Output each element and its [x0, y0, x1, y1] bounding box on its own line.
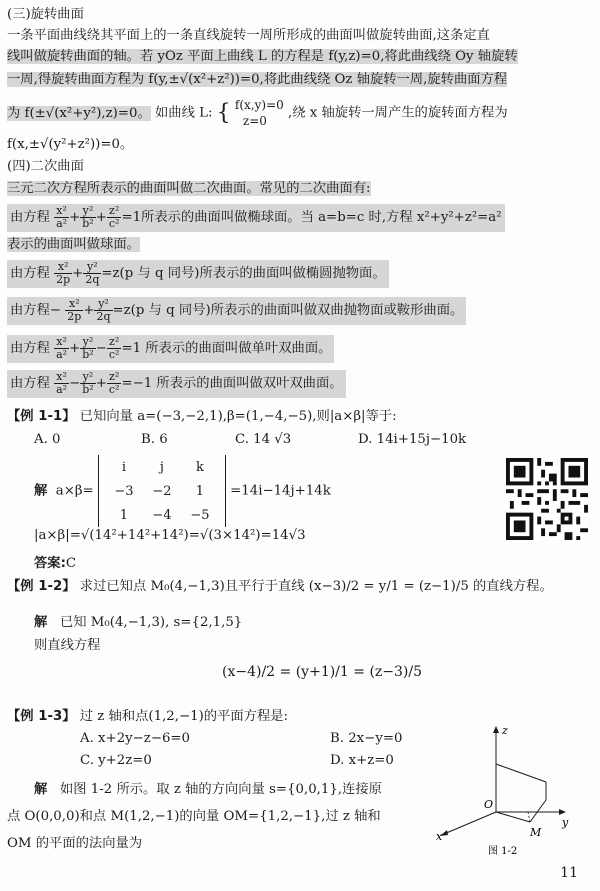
hyperbolic-paraboloid-prefix: 由方程− [10, 303, 62, 318]
plane-top-edge [496, 764, 546, 782]
ex2-solution [34, 611, 242, 630]
two-sheet-hl: 由方程 $\frac{\text{x²}}{\text{a²}}$ − $\frac{\text{y²}}{\text{b²}}$ + $\frac{\text{z²}}{\text{c²}}$ =−1 所表示的曲面叫做双叶双曲面。 [7, 370, 346, 398]
det-cell: 1 [195, 483, 205, 499]
frac-z2c2-c: $\frac{\text{z²}}{\text{c²}}$ [108, 370, 120, 396]
frac-x2a2-b: $\frac{\text{x²}}{\text{a²}}$ [56, 335, 68, 361]
ex2-then: 则直线方程 [34, 638, 101, 653]
ex3-solution-text: 如图 1-2 所示。取 z 轴的方向向量 s={0,0,1},连接原 [59, 782, 382, 797]
frac-y2b2: $\frac{\text{y²}}{\text{b²}}$ [82, 204, 94, 230]
figure-x-label: x [436, 830, 443, 843]
ex3-line3: OM 的平面的法向量为 [7, 836, 143, 851]
frac-x2-2p-b: $\frac{\text{x²}}{2p}$ [67, 297, 82, 323]
ex1-option-d: D. 14i+15j−10k [358, 432, 467, 447]
ex2-solution-label: 解 [34, 615, 48, 630]
det-cell: −4 [152, 507, 172, 523]
one-sheet-hl: 由方程 $\frac{\text{x²}}{\text{a²}}$ + $\frac{\text{y²}}{\text{b²}}$ − $\frac{\text{z²}}{\text{c²}}$ =1 所表示的曲面叫做单叶双曲面。 [7, 335, 334, 363]
z-axis-arrow-icon [493, 726, 499, 733]
two-sheet-prefix: 由方程 [10, 376, 50, 391]
frac-x2-2p: $\frac{\text{x²}}{2p}$ [56, 260, 71, 286]
ex2-solution-text: 已知 M₀(4,−1,3), s={2,1,5} [59, 615, 243, 630]
ellipsoid-prefix: 由方程 [10, 210, 50, 225]
frac-z2c2: $\frac{\text{z²}}{\text{c²}}$ [108, 204, 120, 230]
x-axis [444, 812, 496, 834]
ex3-solution [34, 778, 382, 797]
page-number: 11 [560, 865, 578, 881]
det-cell: −5 [190, 507, 210, 523]
det-cell: i [121, 459, 126, 475]
ellipsoid-line [7, 204, 593, 232]
ex1-answer-label: 答案: [34, 556, 66, 571]
example-1-1 [7, 408, 593, 425]
ex1-solution-left: a×β= [55, 483, 94, 499]
ex1-solution-label: 解 [34, 483, 48, 499]
ex3-option-b: B. 2x−y=0 [330, 731, 403, 746]
section3-line2 [7, 48, 593, 65]
one-sheet-text: =1 所表示的曲面叫做单叶双曲面。 [121, 341, 332, 356]
frac-x2a2: $\frac{\text{x²}}{\text{a²}}$ [56, 204, 68, 230]
qr-code-icon [506, 458, 588, 540]
ex1-option-a: A. 0 [34, 432, 61, 447]
determinant-matrix [98, 455, 226, 527]
section3-line4a: 为 f(±√(x²+y²),z)=0。 [7, 105, 151, 121]
det-cell: k [195, 459, 204, 475]
ex1-solution-right: =14i−14j+14k [230, 483, 331, 499]
hyperbolic-paraboloid-line [7, 297, 593, 325]
curve-system-eq2: z=0 [242, 114, 267, 128]
section4-intro [7, 180, 593, 197]
section3-line3-text: 一周,得旋转曲面方程为 f(y,±√(x²+z²))=0,将此曲线绕 Oz 轴旋转一周,旋转曲面方程 [7, 72, 508, 87]
example-1-3-label: 【例 1-3】 [7, 709, 76, 724]
frac-z2c2-b: $\frac{\text{z²}}{\text{c²}}$ [108, 335, 120, 361]
section3-line5: f(x,±√(y²+z²))=0。 [7, 137, 134, 152]
two-sheet-line [7, 370, 593, 398]
figure-caption: 图 1-2 [488, 846, 518, 857]
sphere-line [7, 236, 593, 253]
elliptic-paraboloid-text: =z(p 与 q 同号)所表示的曲面叫做椭圆抛物面。 [101, 266, 386, 281]
ex1-option-b: B. 6 [141, 432, 168, 447]
figure-z-label: z [502, 724, 508, 737]
section3-line4 [7, 97, 593, 129]
frac-x2a2-c: $\frac{\text{x²}}{\text{a²}}$ [56, 370, 68, 396]
sphere-text: 表示的曲面叫做球面。 [7, 237, 140, 252]
section3-line4c: ,绕 x 轴旋转一周产生的旋转面方程为 [288, 105, 508, 121]
frac-y2b2-c: $\frac{\text{y²}}{\text{b²}}$ [82, 370, 94, 396]
vector-om [496, 812, 530, 822]
ex2-line-equation: (x−4)/2 = (y+1)/1 = (z−3)/5 [222, 664, 422, 680]
example-1-1-text: 已知向量 a=(−3,−2,1),β=(1,−4,−5),则|a×β|等于: [79, 409, 397, 424]
hyperbolic-paraboloid-text: =z(p 与 q 同号)所表示的曲面叫做双曲抛物面或鞍形曲面。 [112, 303, 464, 318]
section3-line1: 一条平面曲线绕其平面上的一条直线旋转一周所形成的曲面叫做旋转曲面,这条定直 [7, 28, 490, 43]
ex1-norm: |a×β|=√(14²+14²+14²)=√(3×14²)=14√3 [34, 528, 306, 543]
section3-line2-text: 线叫做旋转曲面的轴。若 yOz 平面上曲线 L 的方程是 f(y,z)=0,将此曲线绕 Oy 轴旋转 [7, 49, 518, 64]
ex1-answer [34, 552, 76, 571]
section4-title: (四)二次曲面 [7, 159, 84, 174]
ellipsoid-hl: 由方程 $\frac{\text{x²}}{\text{a²}}$ + $\frac{\text{y²}}{\text{b²}}$ + $\frac{\text{z²}}{\text{c²}}$ =1所表示的曲面叫做椭球面。当 a=b=c 时,方程 x²+y²+z²=a² [7, 204, 505, 232]
ex3-option-d: D. x+z=0 [330, 753, 394, 768]
ex1-option-c: C. 14 √3 [235, 432, 292, 447]
projection-line [528, 812, 530, 822]
plane-bottom-edge [530, 800, 546, 822]
frac-y2-2q-b: $\frac{\text{y²}}{2q}$ [96, 297, 111, 323]
cross-product-determinant [34, 455, 331, 527]
example-1-2-label: 【例 1-2】 [7, 579, 76, 594]
one-sheet-prefix: 由方程 [10, 341, 50, 356]
ex3-option-a: A. x+2y−z−6=0 [80, 731, 191, 746]
ex3-solution-label: 解 [34, 782, 48, 797]
elliptic-paraboloid-hl: 由方程 $\frac{\text{x²}}{2p}$ + $\frac{\text{y²}}{2q}$ =z(p 与 q 同号)所表示的曲面叫做椭圆抛物面。 [7, 260, 389, 288]
section3-line3 [7, 71, 593, 88]
two-sheet-text: =−1 所表示的曲面叫做双叶双曲面。 [121, 376, 343, 391]
det-cell: −2 [152, 483, 172, 499]
frac-y2b2-b: $\frac{\text{y²}}{\text{b²}}$ [82, 335, 94, 361]
section3-line4b: 如曲线 L: [155, 105, 213, 121]
det-cell: −3 [114, 483, 134, 499]
frac-y2-2q: $\frac{\text{y²}}{2q}$ [85, 260, 100, 286]
one-sheet-line [7, 335, 593, 363]
figure-y-label: y [562, 816, 569, 829]
ex3-option-c: C. y+2z=0 [80, 753, 152, 768]
example-1-1-label: 【例 1-1】 [7, 409, 76, 424]
det-cell: j [159, 459, 164, 475]
y-axis-arrow-icon [559, 809, 566, 815]
section3-title: (三)旋转曲面 [7, 7, 84, 22]
curve-system-eq1: f(x,y)=0 [234, 98, 284, 112]
section4-intro-text: 三元二次方程所表示的曲面叫做二次曲面。常见的二次曲面有: [7, 181, 371, 196]
example-1-2 [7, 578, 593, 595]
hyperbolic-paraboloid-hl: 由方程− $\frac{\text{x²}}{2p}$ + $\frac{\text{y²}}{2q}$ =z(p 与 q 同号)所表示的曲面叫做双曲抛物面或鞍形曲面。 [7, 297, 466, 325]
det-cell: 1 [119, 507, 129, 523]
elliptic-paraboloid-line [7, 260, 593, 288]
example-1-3-text: 过 z 轴和点(1,2,−1)的平面方程是: [79, 709, 289, 724]
ellipsoid-text: 所表示的曲面叫做椭球面。当 a=b=c 时,方程 x²+y²+z²=a² [141, 210, 502, 225]
figure-1-2 [428, 718, 588, 858]
example-1-2-text: 求过已知点 M₀(4,−1,3)且平行于直线 (x−3)/2 = y/1 = (z−1)/5 的直线方程。 [79, 579, 553, 594]
figure-m-label: M [530, 826, 542, 839]
curve-system: { f(x,y)=0 z=0 [216, 98, 284, 128]
figure-o-label: O [484, 798, 494, 811]
ex1-answer-value: C [65, 556, 77, 571]
elliptic-paraboloid-prefix: 由方程 [10, 266, 50, 281]
ex3-line2: 点 O(0,0,0)和点 M(1,2,−1)的向量 OM={1,2,−1},过 z 轴和 [7, 809, 381, 824]
